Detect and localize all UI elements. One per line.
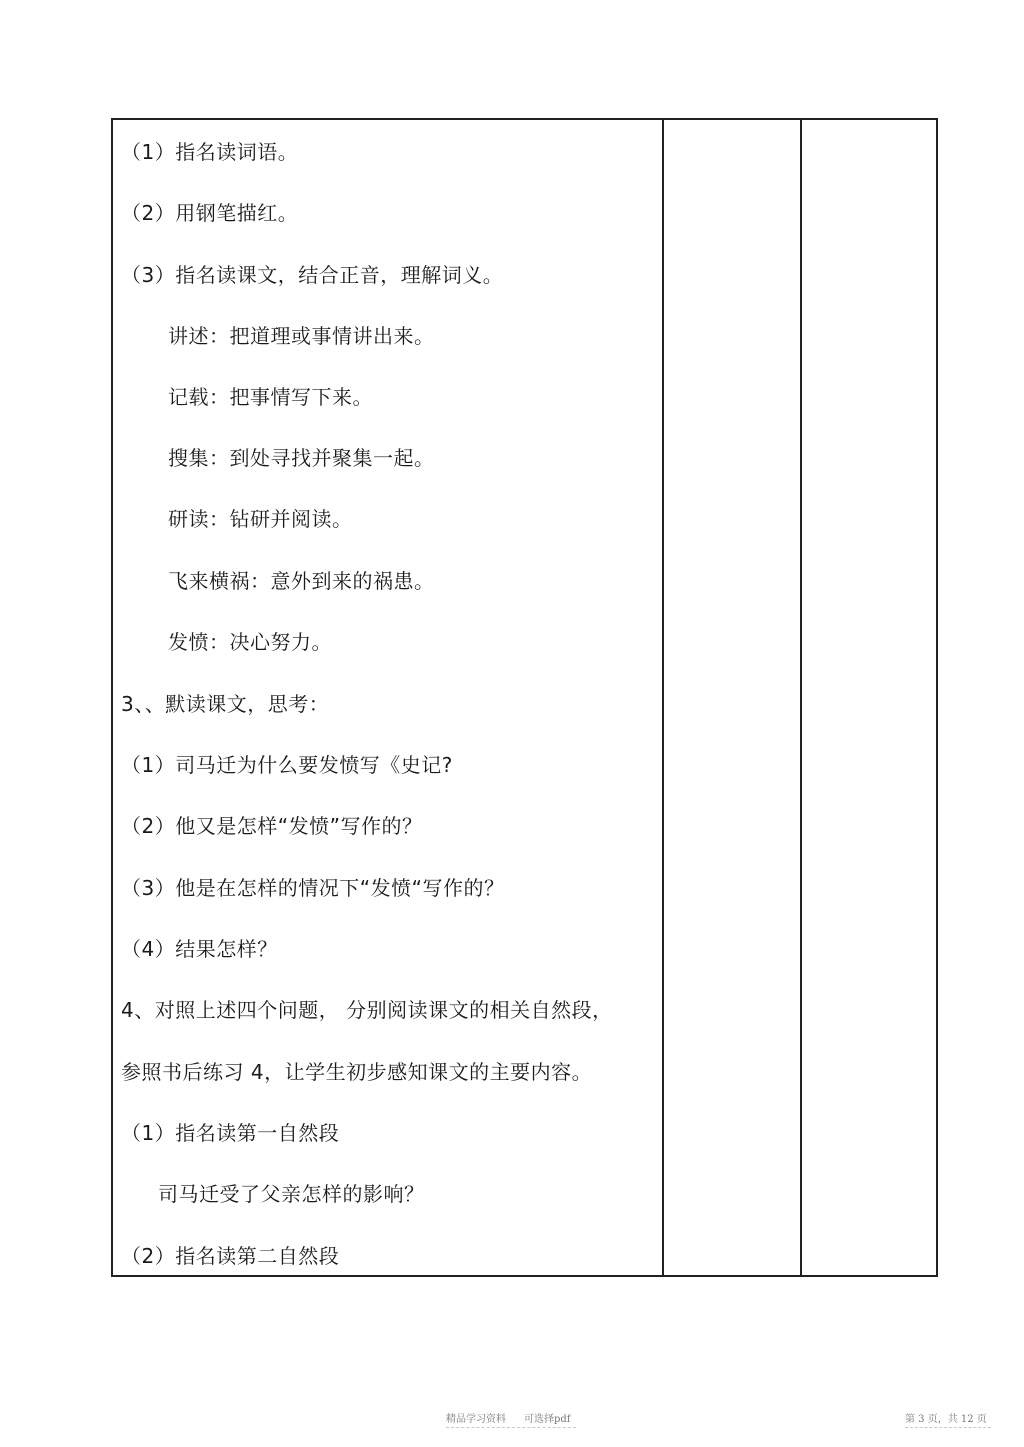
question-line: 司马迁受了父亲怎样的影响？: [158, 1182, 425, 1206]
question-line: （4）结果怎样？: [121, 937, 278, 961]
question-line: （1）司马迁为什么要发愤写《史记?: [121, 753, 453, 777]
text-line: （1）指名读第一自然段: [121, 1121, 340, 1145]
text-line: （1）指名读词语。: [121, 140, 299, 164]
section-heading: 4、对照上述四个问题， 分别阅读课文的相关自然段，: [121, 998, 613, 1022]
question-line: （3）他是在怎样的情况下“发愤“写作的？: [121, 876, 505, 900]
footer-left: [446, 1410, 571, 1425]
lesson-table: [111, 118, 938, 1277]
vocab-line: 研读：钻研并阅读。: [168, 507, 353, 531]
vocab-line: 搜集：到处寻找并聚集一起。: [168, 446, 435, 470]
footer-label: 可选择pdf: [524, 1414, 571, 1425]
text-line: （3）指名读课文，结合正音，理解词义。: [121, 263, 504, 287]
vocab-line: 讲述：把道理或事情讲出来。: [168, 324, 435, 348]
text-line: 参照书后练习 4，让学生初步感知课文的主要内容。: [121, 1060, 593, 1084]
vocab-line: 记载：把事情写下来。: [168, 385, 373, 409]
question-line: （2）他又是怎样“发愤”写作的？: [121, 814, 423, 838]
page-number: 第 3 页，共 12 页: [905, 1414, 987, 1425]
content-cell: [113, 120, 662, 1275]
column-divider: [800, 120, 802, 1275]
footer-label: 精品学习资料: [446, 1414, 506, 1425]
section-heading: 3、、默读课文，思考：: [121, 692, 330, 716]
footer-divider: [446, 1427, 576, 1428]
footer-divider: [905, 1427, 991, 1428]
text-line: （2）指名读第二自然段: [121, 1244, 340, 1268]
vocab-line: 发愤：决心努力。: [168, 630, 332, 654]
vocab-line: 飞来横祸：意外到来的祸患。: [168, 569, 435, 593]
text-line: （2）用钢笔描红。: [121, 201, 299, 225]
column-divider: [662, 120, 664, 1275]
